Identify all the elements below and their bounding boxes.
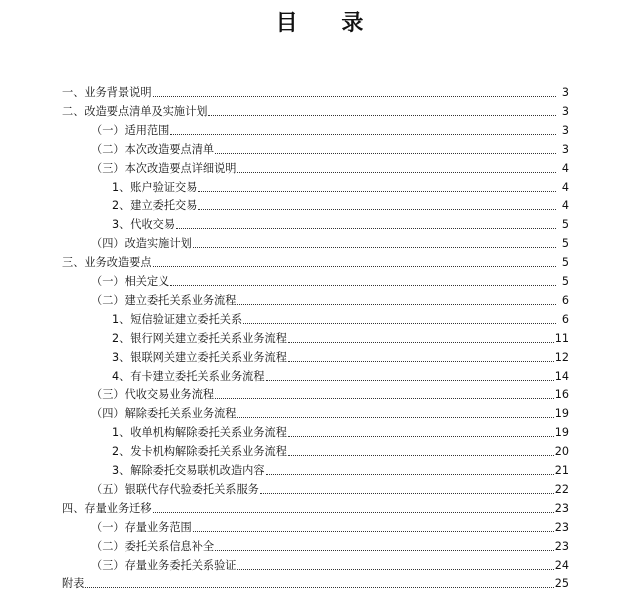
toc-entry-label: （一）相关定义 (91, 275, 170, 288)
toc-entry-label: （三）代收交易业务流程 (91, 388, 215, 402)
toc-entry[interactable] (112, 177, 569, 195)
toc-entry[interactable] (112, 441, 569, 459)
toc-dot-leader (193, 247, 556, 248)
toc-dot-leader (208, 115, 556, 116)
toc-entry-label: （四）改造实施计划 (91, 237, 192, 251)
toc-entry[interactable] (112, 309, 569, 327)
toc-page-number: 4 (561, 199, 569, 213)
toc-entry[interactable] (62, 498, 569, 516)
toc-page-number: 3 (561, 142, 569, 156)
toc-page-number: 11 (554, 331, 569, 345)
toc-entry[interactable] (91, 403, 569, 421)
toc-page-number: 6 (561, 293, 569, 307)
toc-entry[interactable] (112, 422, 569, 440)
toc-entry-label: （四）解除委托关系业务流程 (91, 407, 237, 421)
toc-dot-leader (153, 266, 556, 267)
toc-dot-leader (288, 455, 554, 456)
toc-page-number: 3 (561, 123, 569, 137)
toc-page-number: 24 (554, 558, 569, 572)
toc-dot-leader (176, 228, 556, 229)
toc-page-number: 5 (561, 237, 569, 251)
toc-entry-label: （二）本次改造要点清单 (91, 142, 215, 156)
toc-entry[interactable] (91, 120, 569, 138)
toc-dot-leader (237, 569, 553, 570)
toc-entry-label: 一、业务背景说明 (62, 86, 152, 99)
toc-entry[interactable] (112, 347, 569, 365)
toc-dot-leader (260, 493, 554, 494)
toc-page-number: 5 (561, 218, 569, 232)
toc-page-number: 5 (561, 256, 569, 270)
toc-entry-label: （二）委托关系信息补全 (91, 539, 215, 553)
toc-dot-leader (198, 209, 556, 210)
toc-entry-label: 三、业务改造要点 (62, 256, 152, 270)
toc-entry-label: 3、银联网关建立委托关系业务流程 (112, 350, 287, 364)
toc-dot-leader (237, 172, 556, 173)
toc-dot-leader (215, 398, 554, 399)
toc-entry[interactable] (112, 195, 569, 213)
toc-page-number: 23 (554, 520, 569, 534)
toc-entry-label: 附表 (62, 577, 85, 591)
toc-dot-leader (85, 587, 553, 588)
toc-entry[interactable] (91, 158, 569, 176)
toc-entry-label: 2、银行网关建立委托关系业务流程 (112, 331, 287, 345)
toc-dot-leader (153, 96, 556, 97)
toc-page-number: 21 (554, 464, 569, 477)
toc-page-number: 19 (554, 407, 569, 421)
toc-dot-leader (288, 342, 554, 343)
toc-entry[interactable] (62, 252, 569, 270)
toc-entry-label: 3、解除委托交易联机改造内容 (112, 464, 265, 477)
toc-entry-label: （一）存量业务范围 (91, 520, 192, 534)
toc-dot-leader (237, 304, 556, 305)
toc-page-number: 4 (561, 180, 569, 194)
toc-entry[interactable] (91, 517, 569, 535)
toc-dot-leader (170, 285, 556, 286)
toc-entry[interactable] (62, 82, 569, 100)
toc-dot-leader (243, 323, 556, 324)
toc-dot-leader (193, 531, 554, 532)
toc-page-number: 23 (554, 539, 569, 553)
toc-entry[interactable] (91, 555, 569, 573)
toc-title: 目 录 (275, 11, 382, 36)
toc-entry-label: 1、账户验证交易 (112, 180, 198, 194)
toc-entry[interactable] (112, 460, 569, 478)
toc-entry[interactable] (112, 366, 569, 384)
toc-dot-leader (237, 417, 553, 418)
toc-entry[interactable] (91, 290, 569, 308)
toc-entry-label: 二、改造要点清单及实施计划 (62, 104, 208, 118)
toc-entry[interactable] (62, 573, 569, 591)
toc-entry[interactable] (91, 536, 569, 554)
toc-page-number: 22 (554, 482, 569, 496)
toc-entry-label: 1、短信验证建立委托关系 (112, 312, 243, 326)
toc-entry-label: 1、收单机构解除委托关系业务流程 (112, 426, 287, 440)
toc-entry-label: （三）存量业务委托关系验证 (91, 558, 237, 572)
toc-dot-leader (215, 153, 556, 154)
toc-entry[interactable] (112, 328, 569, 346)
toc-page-number: 5 (561, 275, 569, 288)
toc-page-number: 25 (554, 577, 569, 591)
toc-dot-leader (288, 436, 554, 437)
toc-dot-leader (215, 550, 554, 551)
toc-entry-label: （二）建立委托关系业务流程 (91, 293, 237, 307)
toc-page-number: 6 (561, 312, 569, 326)
toc-page-number: 16 (554, 388, 569, 402)
toc-entry-label: 四、存量业务迁移 (62, 501, 152, 515)
toc-page-number: 4 (561, 161, 569, 175)
toc-page-number: 12 (554, 350, 569, 364)
toc-entry[interactable] (91, 233, 569, 251)
toc-entry[interactable] (91, 479, 569, 497)
toc-entry[interactable] (91, 384, 569, 402)
toc-entry-label: （三）本次改造要点详细说明 (91, 161, 237, 175)
toc-page-number: 19 (554, 426, 569, 440)
toc-entry[interactable] (112, 214, 569, 232)
toc-page-number: 23 (554, 501, 569, 515)
toc-entry-label: （五）银联代存代验委托关系服务 (91, 482, 259, 496)
toc-dot-leader (153, 512, 554, 513)
toc-entry-label: 4、有卡建立委托关系业务流程 (112, 369, 265, 383)
toc-dot-leader (170, 134, 556, 135)
toc-dot-leader (198, 191, 556, 192)
toc-entry-label: 2、建立委托交易 (112, 199, 198, 213)
toc-entry-label: （一）适用范围 (91, 123, 170, 137)
toc-page-number: 20 (554, 445, 569, 459)
toc-page-number: 3 (561, 86, 569, 99)
toc-entry[interactable] (91, 139, 569, 157)
toc-dot-leader (266, 474, 554, 475)
toc-entry[interactable] (62, 101, 569, 119)
toc-entry[interactable] (91, 271, 569, 289)
toc-entry-label: 3、代收交易 (112, 218, 176, 232)
toc-dot-leader (266, 380, 554, 381)
toc-dot-leader (288, 361, 554, 362)
toc-entry-label: 2、发卡机构解除委托关系业务流程 (112, 445, 287, 459)
toc-page-number: 3 (561, 104, 569, 118)
toc-page-number: 14 (554, 369, 569, 383)
